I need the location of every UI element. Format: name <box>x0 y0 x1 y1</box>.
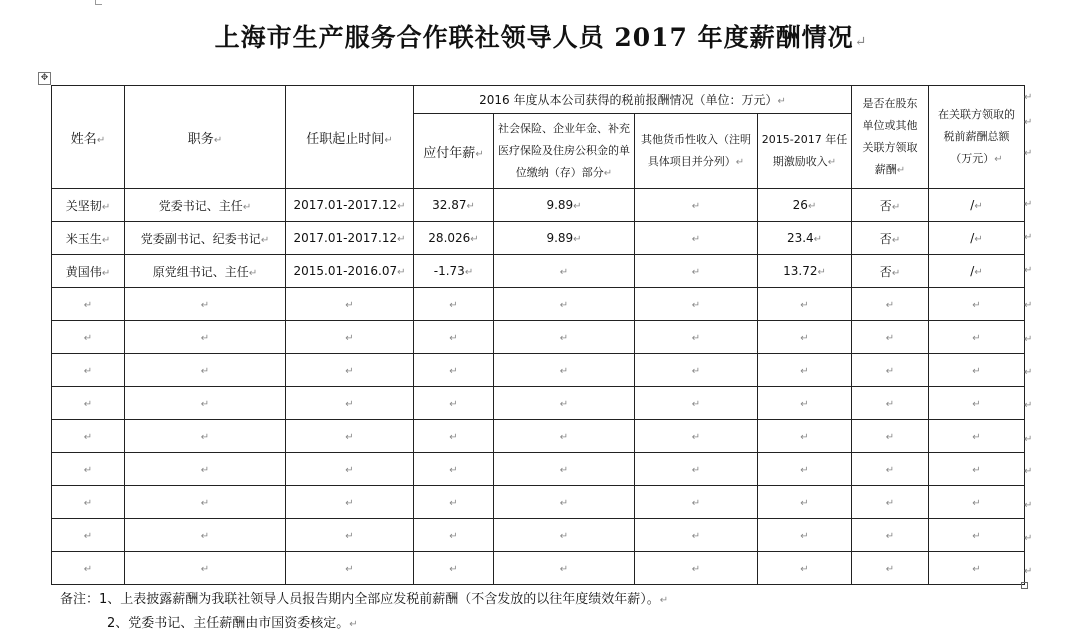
cell-term[interactable]: ↵ <box>286 552 414 585</box>
cell-term[interactable]: ↵ <box>286 486 414 519</box>
cell-position[interactable]: ↵ <box>125 486 286 519</box>
table-row <box>52 552 1025 585</box>
cell-incentive[interactable]: 23.4↵ <box>758 222 852 255</box>
cell-term[interactable]: 2015.01-2016.07↵ <box>286 255 414 288</box>
cell-position[interactable]: ↵ <box>125 420 286 453</box>
cell-incentive[interactable]: 26↵ <box>758 189 852 222</box>
row-end-mark: ↵ <box>1024 434 1033 445</box>
table-resize-handle[interactable] <box>1021 582 1028 589</box>
cell-related-total[interactable]: ↵ <box>929 387 1025 420</box>
cell-related-flag[interactable]: ↵ <box>852 552 929 585</box>
cell-salary[interactable]: ↵ <box>414 387 494 420</box>
cell-other[interactable]: ↵ <box>635 552 758 585</box>
table-row <box>52 354 1025 387</box>
cell-position[interactable]: ↵ <box>125 288 286 321</box>
note-2: 2、党委书记、主任薪酬由市国资委核定。↵ <box>107 616 358 631</box>
cell-salary[interactable]: ↵ <box>414 354 494 387</box>
cell-salary[interactable]: 32.87↵ <box>414 189 494 222</box>
cell-term[interactable]: ↵ <box>286 387 414 420</box>
cell-other[interactable]: ↵ <box>635 288 758 321</box>
table-row <box>52 420 1025 453</box>
page-title <box>0 18 1082 54</box>
cell-salary[interactable]: ↵ <box>414 288 494 321</box>
cell-other[interactable]: ↵ <box>635 453 758 486</box>
cell-name[interactable]: ↵ <box>52 288 125 321</box>
cell-position[interactable]: ↵ <box>125 354 286 387</box>
cell-related-flag[interactable]: ↵ <box>852 519 929 552</box>
cell-related-total[interactable]: ↵ <box>929 321 1025 354</box>
cell-term[interactable]: 2017.01-2017.12↵ <box>286 189 414 222</box>
table-row <box>52 387 1025 420</box>
paragraph-mark: ↵ <box>854 34 868 50</box>
cell-incentive[interactable]: ↵ <box>758 288 852 321</box>
cell-social[interactable]: ↵ <box>494 255 635 288</box>
cell-social[interactable]: ↵ <box>494 552 635 585</box>
cell-salary[interactable]: ↵ <box>414 486 494 519</box>
cell-salary[interactable]: ↵ <box>414 420 494 453</box>
table-move-handle-icon[interactable]: ✥ <box>38 72 51 85</box>
cell-related-flag[interactable]: 否↵ <box>852 222 929 255</box>
cell-other[interactable]: ↵ <box>635 222 758 255</box>
cell-other[interactable]: ↵ <box>635 189 758 222</box>
cell-position[interactable]: 原党组书记、主任↵ <box>125 255 286 288</box>
header-related-flag: 是否在股东单位或其他关联方领取薪酬↵ <box>852 86 929 189</box>
cell-other[interactable]: ↵ <box>635 354 758 387</box>
cell-social[interactable]: 9.89↵ <box>494 222 635 255</box>
row-end-mark: ↵ <box>1024 232 1033 243</box>
header-position: 职务↵ <box>125 86 286 189</box>
cell-incentive[interactable]: ↵ <box>758 453 852 486</box>
cell-related-flag[interactable]: ↵ <box>852 486 929 519</box>
row-end-mark: ↵ <box>1024 466 1033 477</box>
cell-name[interactable]: ↵ <box>52 321 125 354</box>
table-row <box>52 222 1025 255</box>
cell-incentive[interactable]: ↵ <box>758 321 852 354</box>
row-end-mark: ↵ <box>1024 400 1033 411</box>
cell-term[interactable]: ↵ <box>286 519 414 552</box>
cell-name[interactable]: ↵ <box>52 519 125 552</box>
cell-related-total[interactable]: ↵ <box>929 453 1025 486</box>
cell-salary[interactable]: ↵ <box>414 453 494 486</box>
cell-social[interactable]: ↵ <box>494 321 635 354</box>
cell-term[interactable]: 2017.01-2017.12↵ <box>286 222 414 255</box>
cell-name[interactable]: ↵ <box>52 354 125 387</box>
cell-incentive[interactable]: 13.72↵ <box>758 255 852 288</box>
row-end-mark: ↵ <box>1024 533 1033 544</box>
row-end-mark: ↵ <box>1024 199 1033 210</box>
cell-related-flag[interactable]: 否↵ <box>852 255 929 288</box>
header-related-total: 在关联方领取的税前薪酬总额（万元）↵ <box>929 86 1025 189</box>
header-group-2016: 2016 年度从本公司获得的税前报酬情况（单位：万元）↵ <box>414 86 852 114</box>
cell-incentive[interactable]: ↵ <box>758 552 852 585</box>
cell-other[interactable]: ↵ <box>635 519 758 552</box>
header-incentive: 2015-2017 年任期激励收入↵ <box>758 114 852 189</box>
note-1: 备注：1、上表披露薪酬为我联社领导人员报告期内全部应发税前薪酬（不含发放的以往年度绩效年薪）。↵ <box>60 592 669 607</box>
cell-related-total[interactable]: /↵ <box>929 222 1025 255</box>
cell-term[interactable]: ↵ <box>286 288 414 321</box>
header-salary: 应付年薪↵ <box>414 114 494 189</box>
cell-term[interactable]: ↵ <box>286 453 414 486</box>
cell-position[interactable]: ↵ <box>125 321 286 354</box>
cell-name[interactable]: 黄国伟↵ <box>52 255 125 288</box>
table-row <box>52 255 1025 288</box>
cell-salary[interactable]: ↵ <box>414 519 494 552</box>
cell-incentive[interactable]: ↵ <box>758 486 852 519</box>
cell-term[interactable]: ↵ <box>286 354 414 387</box>
row-end-mark: ↵ <box>1024 334 1033 345</box>
cell-incentive[interactable]: ↵ <box>758 387 852 420</box>
cell-name[interactable]: ↵ <box>52 486 125 519</box>
cell-other[interactable]: ↵ <box>635 387 758 420</box>
cell-position[interactable]: ↵ <box>125 552 286 585</box>
cell-name[interactable]: 米玉生↵ <box>52 222 125 255</box>
cell-related-total[interactable]: /↵ <box>929 255 1025 288</box>
cell-related-total[interactable]: ↵ <box>929 486 1025 519</box>
table-row <box>52 486 1025 519</box>
table-row <box>52 288 1025 321</box>
header-social: 社会保险、企业年金、补充医疗保险及住房公积金的单位缴纳（存）部分↵ <box>494 114 635 189</box>
cell-related-flag[interactable]: ↵ <box>852 288 929 321</box>
cell-position[interactable]: 党委书记、主任↵ <box>125 189 286 222</box>
salary-table <box>51 85 1025 585</box>
row-end-mark: ↵ <box>1024 117 1033 128</box>
header-term: 任职起止时间↵ <box>286 86 414 189</box>
cell-name[interactable]: ↵ <box>52 552 125 585</box>
cell-position[interactable]: ↵ <box>125 453 286 486</box>
row-end-mark: ↵ <box>1024 566 1033 577</box>
cell-incentive[interactable]: ↵ <box>758 354 852 387</box>
cell-related-flag[interactable]: ↵ <box>852 354 929 387</box>
cell-incentive[interactable]: ↵ <box>758 420 852 453</box>
cell-related-total[interactable]: ↵ <box>929 354 1025 387</box>
cell-related-flag[interactable]: ↵ <box>852 453 929 486</box>
cell-social[interactable]: ↵ <box>494 453 635 486</box>
cell-related-flag[interactable]: ↵ <box>852 321 929 354</box>
cell-name[interactable]: ↵ <box>52 420 125 453</box>
cell-related-total[interactable]: ↵ <box>929 288 1025 321</box>
cell-social[interactable]: ↵ <box>494 288 635 321</box>
cell-position[interactable]: 党委副书记、纪委书记↵ <box>125 222 286 255</box>
table-row <box>52 453 1025 486</box>
row-end-mark: ↵ <box>1024 500 1033 511</box>
row-end-mark: ↵ <box>1024 148 1033 159</box>
row-end-mark: ↵ <box>1024 300 1033 311</box>
title-text: 上海市生产服务合作联社领导人员 2017 年度薪酬情况 <box>214 23 854 52</box>
cell-other[interactable]: ↵ <box>635 486 758 519</box>
cell-social[interactable]: ↵ <box>494 519 635 552</box>
page-corner-mark <box>95 0 102 5</box>
table-row <box>52 189 1025 222</box>
cell-salary[interactable]: ↵ <box>414 321 494 354</box>
cell-salary[interactable]: 28.026↵ <box>414 222 494 255</box>
cell-related-flag[interactable]: 否↵ <box>852 189 929 222</box>
table-row <box>52 519 1025 552</box>
cell-salary[interactable]: -1.73↵ <box>414 255 494 288</box>
row-end-mark: ↵ <box>1024 92 1033 103</box>
cell-related-flag[interactable]: ↵ <box>852 420 929 453</box>
header-name: 姓名↵ <box>52 86 125 189</box>
cell-position[interactable]: ↵ <box>125 519 286 552</box>
cell-position[interactable]: ↵ <box>125 387 286 420</box>
cell-social[interactable]: 9.89↵ <box>494 189 635 222</box>
cell-other[interactable]: ↵ <box>635 255 758 288</box>
cell-social[interactable]: ↵ <box>494 387 635 420</box>
cell-name[interactable]: ↵ <box>52 387 125 420</box>
cell-other[interactable]: ↵ <box>635 420 758 453</box>
cell-social[interactable]: ↵ <box>494 420 635 453</box>
row-end-mark: ↵ <box>1024 367 1033 378</box>
row-end-mark: ↵ <box>1024 265 1033 276</box>
cell-related-total[interactable]: ↵ <box>929 420 1025 453</box>
cell-social[interactable]: ↵ <box>494 486 635 519</box>
header-other: 其他货币性收入（注明具体项目并分列）↵ <box>635 114 758 189</box>
cell-other[interactable]: ↵ <box>635 321 758 354</box>
cell-related-total[interactable]: ↵ <box>929 519 1025 552</box>
cell-name[interactable]: ↵ <box>52 453 125 486</box>
cell-related-flag[interactable]: ↵ <box>852 387 929 420</box>
cell-related-total[interactable]: ↵ <box>929 552 1025 585</box>
cell-incentive[interactable]: ↵ <box>758 519 852 552</box>
cell-salary[interactable]: ↵ <box>414 552 494 585</box>
cell-social[interactable]: ↵ <box>494 354 635 387</box>
cell-name[interactable]: 关坚韧↵ <box>52 189 125 222</box>
table-row <box>52 321 1025 354</box>
cell-term[interactable]: ↵ <box>286 420 414 453</box>
cell-related-total[interactable]: /↵ <box>929 189 1025 222</box>
cell-term[interactable]: ↵ <box>286 321 414 354</box>
